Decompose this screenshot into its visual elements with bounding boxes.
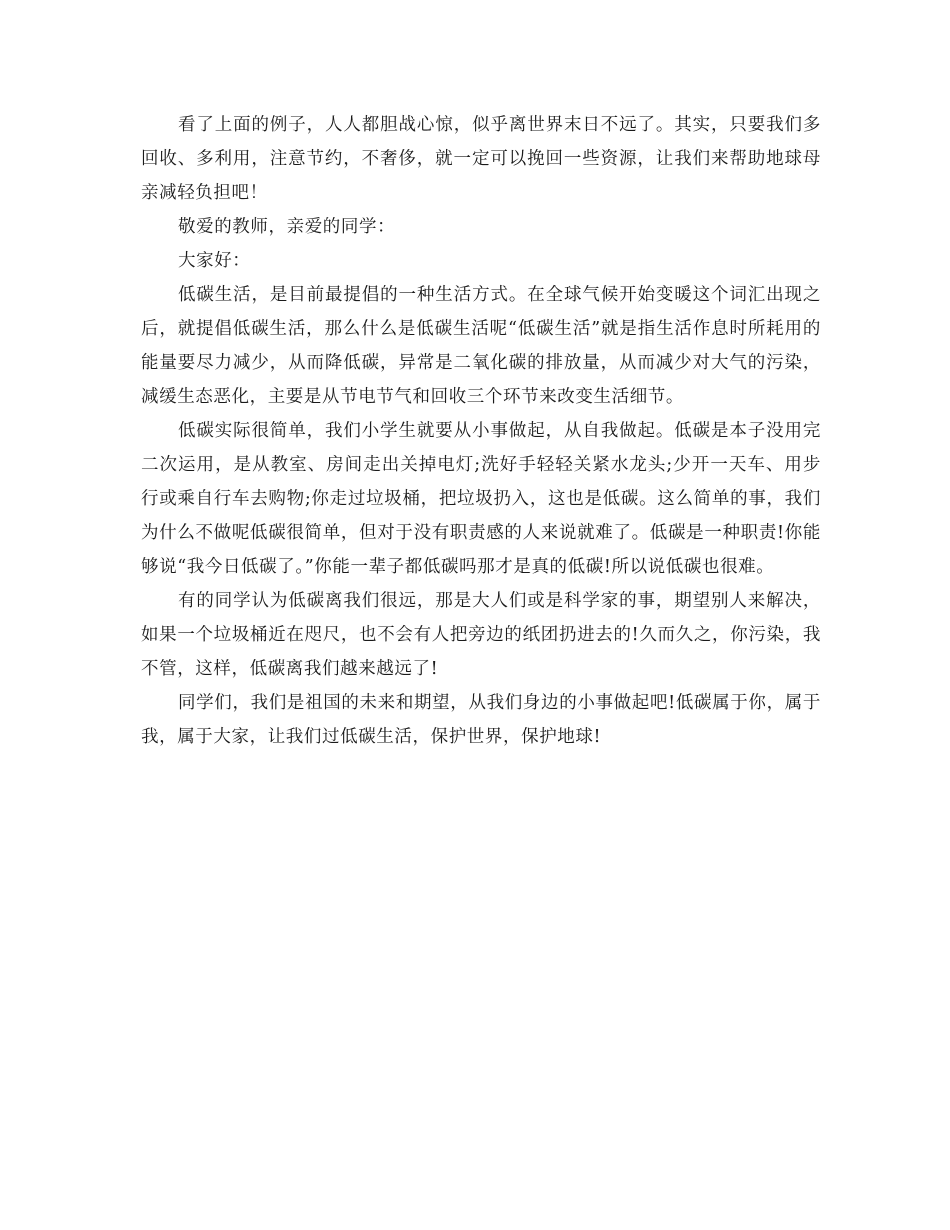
paragraph-2-salutation: 敬爱的教师，亲爱的同学： xyxy=(178,217,396,237)
paragraph-4: 低碳生活，是目前最提倡的一种生活方式。在全球气候开始变暖这个词汇出现之后，就提倡低碳生活，那么什么是低碳生活呢“低碳生活”就是指生活作息时所耗用的能量要尽力减少，从而降低碳，异常是二氧化碳的排放量，从而减少对大气的污染，减缓生态恶化，主要是从节电节气和回收三个环节来改变生活细节。 xyxy=(141,285,821,407)
paragraph-7: 同学们，我们是祖国的未来和期望，从我们身边的小事做起吧!低碳属于你，属于我，属于大家，让我们过低碳生活，保护世界，保护地球! xyxy=(141,693,821,747)
paragraph-3-greeting: 大家好： xyxy=(178,251,251,271)
document-body xyxy=(141,108,821,754)
paragraph-5: 低碳实际很简单，我们小学生就要从小事做起，从自我做起。低碳是本子没用完二次运用，是从教室、房间走出关掉电灯;洗好手轻轻关紧水龙头;少开一天车、用步行或乘自行车去购物;你走过垃圾桶，把垃圾扔入，这也是低碳。这么简单的事，我们为什么不做呢低碳很简单，但对于没有职责感的人来说就难了。低碳是一种职责!你能够说“我今日低碳了。”你能一辈子都低碳吗那才是真的低碳!所以说低碳也很难。 xyxy=(141,421,821,577)
paragraph-1: 看了上面的例子，人人都胆战心惊，似乎离世界末日不远了。其实，只要我们多回收、多利用，注意节约，不奢侈，就一定可以挽回一些资源，让我们来帮助地球母亲减轻负担吧！ xyxy=(141,115,821,203)
paragraph-6: 有的同学认为低碳离我们很远，那是大人们或是科学家的事，期望别人来解决，如果一个垃圾桶近在咫尺，也不会有人把旁边的纸团扔进去的!久而久之，你污染，我不管，这样，低碳离我们越来越远了! xyxy=(141,591,821,679)
